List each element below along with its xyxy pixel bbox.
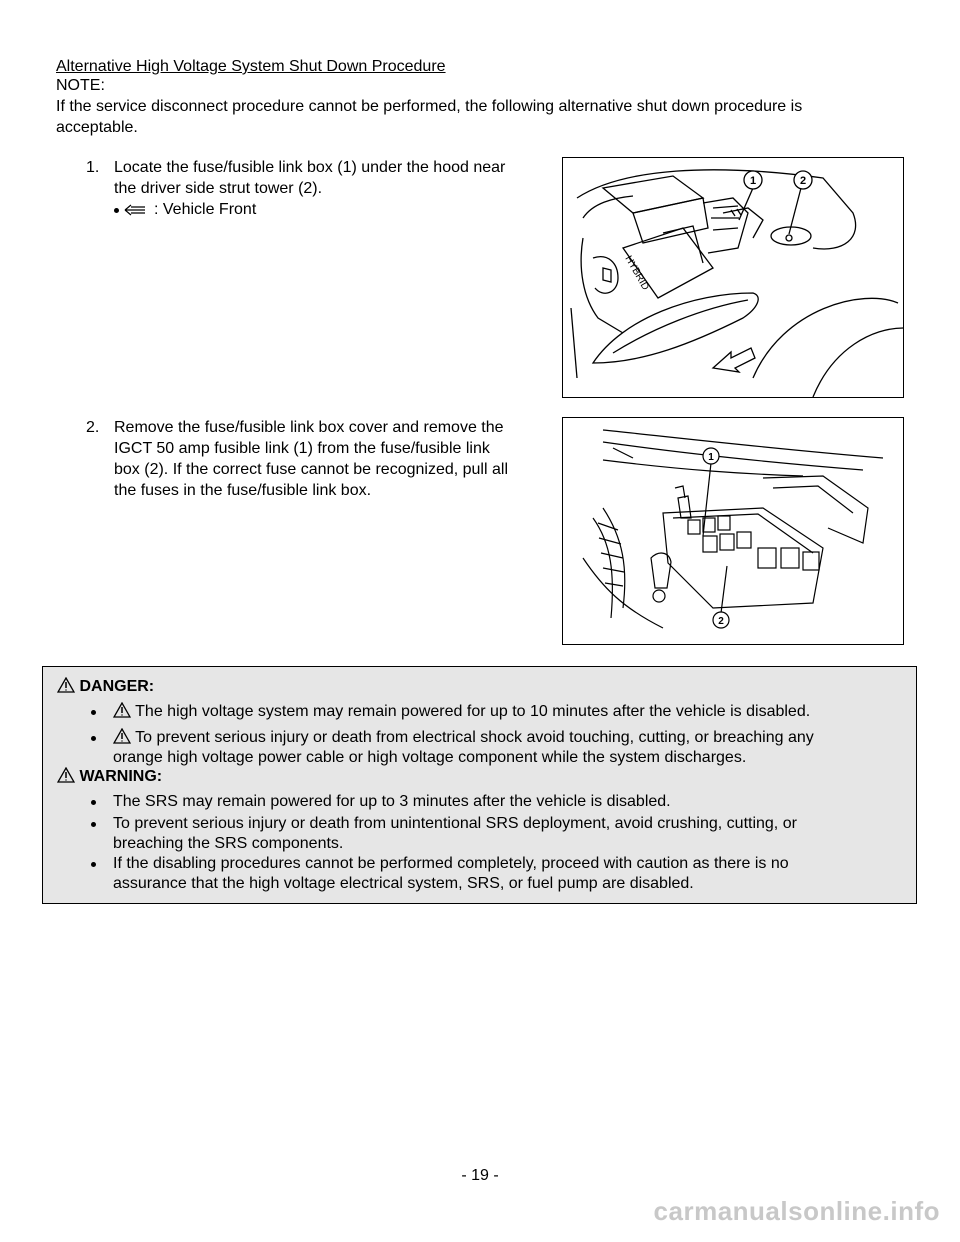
warning-triangle-icon — [113, 702, 131, 718]
bullet-dot — [114, 208, 119, 213]
danger-bullet-1 — [113, 702, 810, 722]
vehicle-front-label: : Vehicle Front — [154, 201, 257, 218]
warning-bullet-3-line2: assurance that the high voltage electrical system, SRS, or fuel pump are disabled. — [113, 875, 694, 892]
bullet-dot — [91, 736, 96, 741]
warning-label: WARNING: — [79, 768, 163, 785]
warning-bullet-2-line2: breaching the SRS components. — [113, 835, 344, 852]
fuse-box-figure — [562, 417, 904, 645]
callout-1: 1 — [749, 175, 757, 187]
warning-triangle-icon — [57, 677, 75, 693]
callout-1: 1 — [708, 452, 714, 463]
engine-bay-figure — [562, 157, 904, 398]
section-title: Alternative High Voltage System Shut Down Procedure — [56, 58, 446, 75]
warning-bullet-1: The SRS may remain powered for up to 3 minutes after the vehicle is disabled. — [113, 793, 671, 810]
warning-bullet-3-line1: If the disabling procedures cannot be performed completely, proceed with caution as there is no — [113, 855, 789, 872]
page-number: - 19 - — [461, 1167, 499, 1184]
danger-header — [57, 677, 154, 697]
step-1-line2: the driver side strut tower (2). — [114, 180, 323, 197]
bullet-dot — [91, 862, 96, 867]
step-2-line2: IGCT 50 amp fusible link (1) from the fuse/fusible link — [114, 440, 490, 457]
step-2-line3: box (2). If the correct fuse cannot be recognized, pull all — [114, 461, 508, 478]
bullet-dot — [91, 800, 96, 805]
callout-2: 2 — [799, 175, 807, 187]
callout-2: 2 — [718, 616, 724, 627]
step-2-line1: Remove the fuse/fusible link box cover and remove the — [114, 419, 504, 436]
vehicle-front-arrow — [713, 348, 755, 372]
arrow-left-icon — [124, 204, 146, 216]
step-1-number: 1. — [86, 159, 100, 176]
fuse-box-illustration — [563, 418, 903, 644]
watermark: carmanualsonline.info — [653, 1196, 940, 1226]
bullet-dot — [91, 710, 96, 715]
note-text-line2: acceptable. — [56, 119, 138, 136]
step-2-number: 2. — [86, 419, 100, 436]
hybrid-label: HYBRID — [622, 254, 651, 293]
engine-bay-illustration — [563, 158, 903, 397]
warning-header — [57, 767, 162, 787]
danger-bullet-2-line2: orange high voltage power cable or high voltage component while the system discharges. — [113, 749, 747, 766]
note-text-line1: If the service disconnect procedure cannot be performed, the following alternative shut down procedure is — [56, 98, 803, 115]
danger-bullet-2-line1: To prevent serious injury or death from electrical shock avoid touching, cutting, or breaching any — [135, 729, 814, 746]
safety-notice-box — [42, 666, 917, 904]
danger-label: DANGER: — [79, 678, 155, 695]
step-1-line1: Locate the fuse/fusible link box (1) under the hood near — [114, 159, 506, 176]
note-label: NOTE: — [56, 77, 105, 94]
warning-bullet-2-line1: To prevent serious injury or death from unintentional SRS deployment, avoid crushing, cutting, or — [113, 815, 797, 832]
warning-triangle-icon — [57, 767, 75, 783]
danger-bullet-1-text: The high voltage system may remain powered for up to 10 minutes after the vehicle is disabled. — [135, 703, 811, 720]
danger-bullet-2 — [113, 728, 814, 748]
step-2-line4: the fuses in the fuse/fusible link box. — [114, 482, 372, 499]
warning-triangle-icon — [113, 728, 131, 744]
bullet-dot — [91, 822, 96, 827]
